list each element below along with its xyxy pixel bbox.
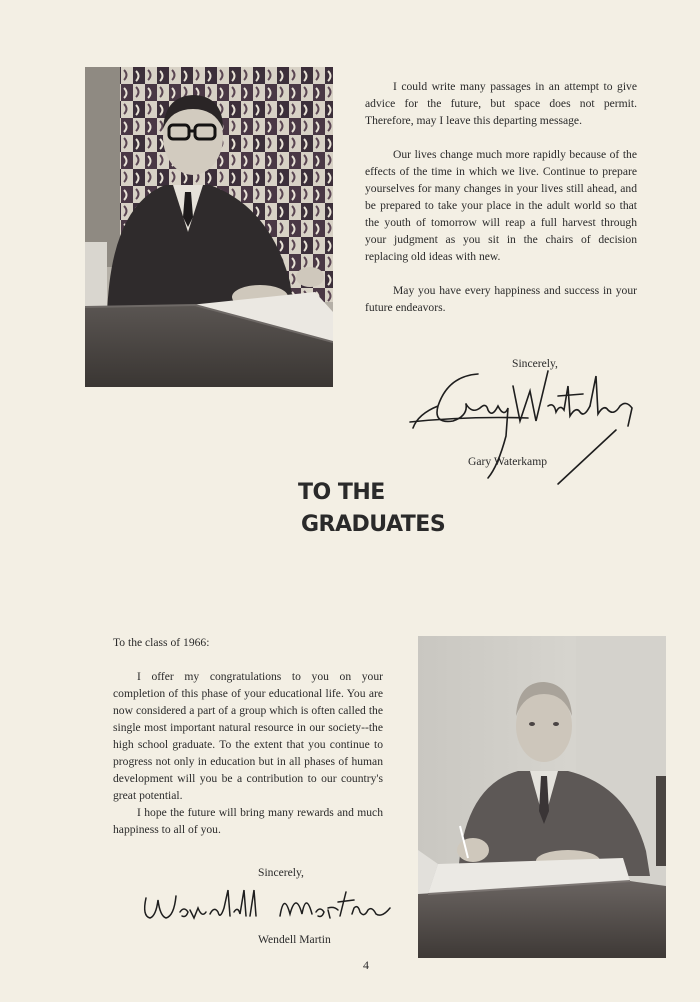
paragraph: I offer my congratulations to you on your completion of this phase of your educational life. You are now considered a part of a group which is often called the single most important natural resource in our society--the high school graduate. To the extent that you continue to progress not only in education but in all phases of human development will you be a contribution to our country's great potential. <box>113 670 383 802</box>
salutation: To the class of 1966: <box>113 636 210 649</box>
paragraph: I hope the future will bring many rewards and much happiness to all of you. <box>113 806 383 836</box>
signature-name-top: Gary Waterkamp <box>468 455 548 468</box>
closing-bottom: Sincerely, <box>258 866 304 879</box>
heading-line-2: GRADUATES <box>301 512 446 537</box>
signature-name-bottom: Wendell Martin <box>258 933 331 946</box>
letter-gary-waterkamp <box>365 78 637 333</box>
page-number: 4 <box>363 958 369 972</box>
paragraph: Our lives change much more rapidly because of the effects of the time in which we live. Continue to prepare yourselves for many changes in your lives still ahead, and be prepared to take your place in the adult world so that the youth of tomorrow will reap a full harvest through your judgment as you sit in the chairs of decision replacing old ideas with new. <box>365 148 637 263</box>
page-heading <box>298 477 445 541</box>
paragraph: May you have every happiness and success in your future endeavors. <box>365 284 637 314</box>
paragraph: I could write many passages in an attempt to give advice for the future, but space does not permit. Therefore, may I leave this departing message. <box>365 80 637 127</box>
signature-gary-waterkamp <box>408 366 640 486</box>
heading-line-1: TO THE <box>298 480 385 505</box>
signature-wendell-martin <box>140 886 395 930</box>
closing-top: Sincerely, <box>512 357 558 370</box>
photo-wendell-martin <box>418 636 666 958</box>
photo-gary-waterkamp <box>85 67 333 387</box>
letter-wendell-martin <box>113 634 383 838</box>
